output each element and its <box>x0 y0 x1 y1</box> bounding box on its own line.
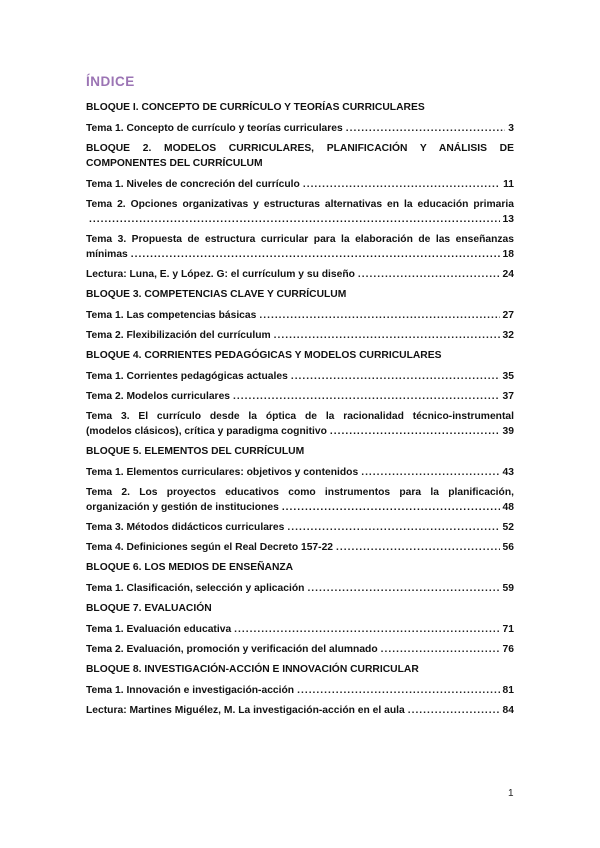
toc-page-number: 59 <box>502 583 514 594</box>
toc-entry-label: Tema 4. Definiciones según el Real Decreto 157-22 <box>86 542 334 553</box>
toc-page-number: 13 <box>502 214 514 225</box>
toc-entry-label-cont: mínimas <box>86 249 128 260</box>
toc-entry-label: Tema 2. Flexibilización del currículum <box>86 330 271 341</box>
toc-leader-dots <box>291 369 500 384</box>
toc-block-heading: BLOQUE 5. ELEMENTOS DEL CURRÍCULUM <box>86 446 305 457</box>
toc-entry-label: Tema 2. Los proyectos educativos como instrumentos para la planificación, <box>86 487 514 498</box>
toc-block-heading: BLOQUE 7. EVALUACIÓN <box>86 603 212 614</box>
toc-leader-dots <box>346 121 506 136</box>
toc-leader-dots <box>274 328 500 343</box>
toc-entry[interactable] <box>86 328 514 343</box>
toc-page-number: 35 <box>502 371 514 382</box>
toc-leader-dots <box>259 308 499 323</box>
toc-page-number: 43 <box>502 467 514 478</box>
toc-entry-label: Tema 2. Modelos curriculares <box>86 391 231 402</box>
toc-leader-dots <box>282 500 500 515</box>
toc-entry-label: Tema 3. Métodos didácticos curriculares <box>86 522 285 533</box>
toc-page-number: 84 <box>502 705 514 716</box>
toc-entry-label: Tema 2. Evaluación, promoción y verificación del alumnado <box>86 644 378 655</box>
toc-entry-label: Tema 1. Innovación e investigación-acción <box>86 685 295 696</box>
toc-entry-label: Tema 3. El currículo desde la óptica de la racionalidad técnico-instrumental <box>86 411 514 422</box>
toc-page-number: 18 <box>502 249 514 260</box>
toc-entry-label: Tema 3. Propuesta de estructura curricular para la elaboración de las enseñanzas <box>86 234 514 245</box>
toc-entry-label: Tema 1. Elementos curriculares: objetivos y contenidos <box>86 467 359 478</box>
toc-entry[interactable] <box>86 409 514 439</box>
toc-entry-label: Tema 2. Opciones organizativas y estructuras alternativas en la educación primaria <box>86 199 514 210</box>
toc-entry-label: Lectura: Martines Miguélez, M. La investigación-acción en el aula <box>86 705 405 716</box>
toc-leader-dots <box>89 212 500 227</box>
toc-page-number: 27 <box>502 310 514 321</box>
toc-leader-dots <box>234 622 499 637</box>
toc-leader-dots <box>233 389 500 404</box>
toc-entry[interactable] <box>86 177 514 192</box>
toc-entry-label: Tema 1. Evaluación educativa <box>86 624 232 635</box>
page-number: 1 <box>508 788 514 799</box>
toc-entry-label-cont: (modelos clásicos), crítica y paradigma cognitivo <box>86 426 327 437</box>
toc-leader-dots <box>336 540 499 555</box>
toc-page-number: 52 <box>502 522 514 533</box>
toc-leader-dots <box>307 581 499 596</box>
toc-entry-label: Tema 1. Concepto de currículo y teorías curriculares <box>86 123 343 134</box>
toc-block-heading: BLOQUE 6. LOS MEDIOS DE ENSEÑANZA <box>86 562 294 573</box>
toc-entry-label: Tema 1. Las competencias básicas <box>86 310 257 321</box>
toc-leader-dots <box>297 683 499 698</box>
toc-entry-label: Tema 1. Clasificación, selección y aplicación <box>86 583 305 594</box>
toc-entry[interactable] <box>86 389 514 404</box>
toc-entry[interactable] <box>86 465 514 480</box>
toc-leader-dots <box>361 465 499 480</box>
toc-entry[interactable] <box>86 121 514 136</box>
toc-page-number: 81 <box>502 685 514 696</box>
toc-leader-dots <box>131 247 500 262</box>
toc-page-number: 11 <box>503 179 514 190</box>
toc-entry[interactable] <box>86 540 514 555</box>
toc-entry[interactable] <box>86 622 514 637</box>
toc-entry-label: Lectura: Luna, E. y López. G: el currículum y su diseño <box>86 269 355 280</box>
toc-page-number: 37 <box>502 391 514 402</box>
toc-page-number: 24 <box>502 269 514 280</box>
toc-entry-label: Tema 1. Niveles de concreción del currículo <box>86 179 300 190</box>
toc-leader-dots <box>287 520 499 535</box>
toc-entry[interactable] <box>86 485 514 515</box>
toc-leader-dots <box>381 642 500 657</box>
toc-leader-dots <box>330 424 500 439</box>
toc-entry[interactable] <box>86 267 514 282</box>
toc-leader-dots <box>358 267 500 282</box>
toc-page-number: 39 <box>502 426 514 437</box>
index-title: ÍNDICE <box>86 74 135 89</box>
toc-entry[interactable] <box>86 520 514 535</box>
table-of-contents <box>86 96 514 723</box>
toc-block-heading: BLOQUE 8. INVESTIGACIÓN-ACCIÓN E INNOVACIÓN CURRICULAR <box>86 664 419 675</box>
toc-entry[interactable] <box>86 197 514 227</box>
toc-leader-dots <box>408 703 500 718</box>
toc-entry[interactable] <box>86 683 514 698</box>
toc-leader-dots <box>303 177 500 192</box>
toc-entry[interactable] <box>86 581 514 596</box>
toc-page-number: 48 <box>502 502 514 513</box>
toc-entry[interactable] <box>86 308 514 323</box>
toc-page-number: 76 <box>502 644 514 655</box>
toc-entry[interactable] <box>86 703 514 718</box>
toc-block-heading: BLOQUE 4. CORRIENTES PEDAGÓGICAS Y MODELOS CURRICULARES <box>86 350 442 361</box>
toc-entry[interactable] <box>86 642 514 657</box>
toc-page-number: 71 <box>502 624 514 635</box>
toc-page-number: 32 <box>502 330 514 341</box>
toc-block-heading: BLOQUE I. CONCEPTO DE CURRÍCULO Y TEORÍAS CURRICULARES <box>86 102 425 113</box>
toc-entry-label-cont: organización y gestión de instituciones <box>86 502 279 513</box>
toc-block-heading: BLOQUE 3. COMPETENCIAS CLAVE Y CURRÍCULUM <box>86 289 347 300</box>
toc-entry-label: Tema 1. Corrientes pedagógicas actuales <box>86 371 288 382</box>
toc-page-number: 3 <box>508 123 514 134</box>
toc-page-number: 56 <box>502 542 514 553</box>
toc-entry[interactable] <box>86 232 514 262</box>
toc-entry[interactable] <box>86 369 514 384</box>
toc-block-heading: BLOQUE 2. MODELOS CURRICULARES, PLANIFICACIÓN Y ANÁLISIS DE COMPONENTES DEL CURRÍCULUM <box>86 143 514 169</box>
